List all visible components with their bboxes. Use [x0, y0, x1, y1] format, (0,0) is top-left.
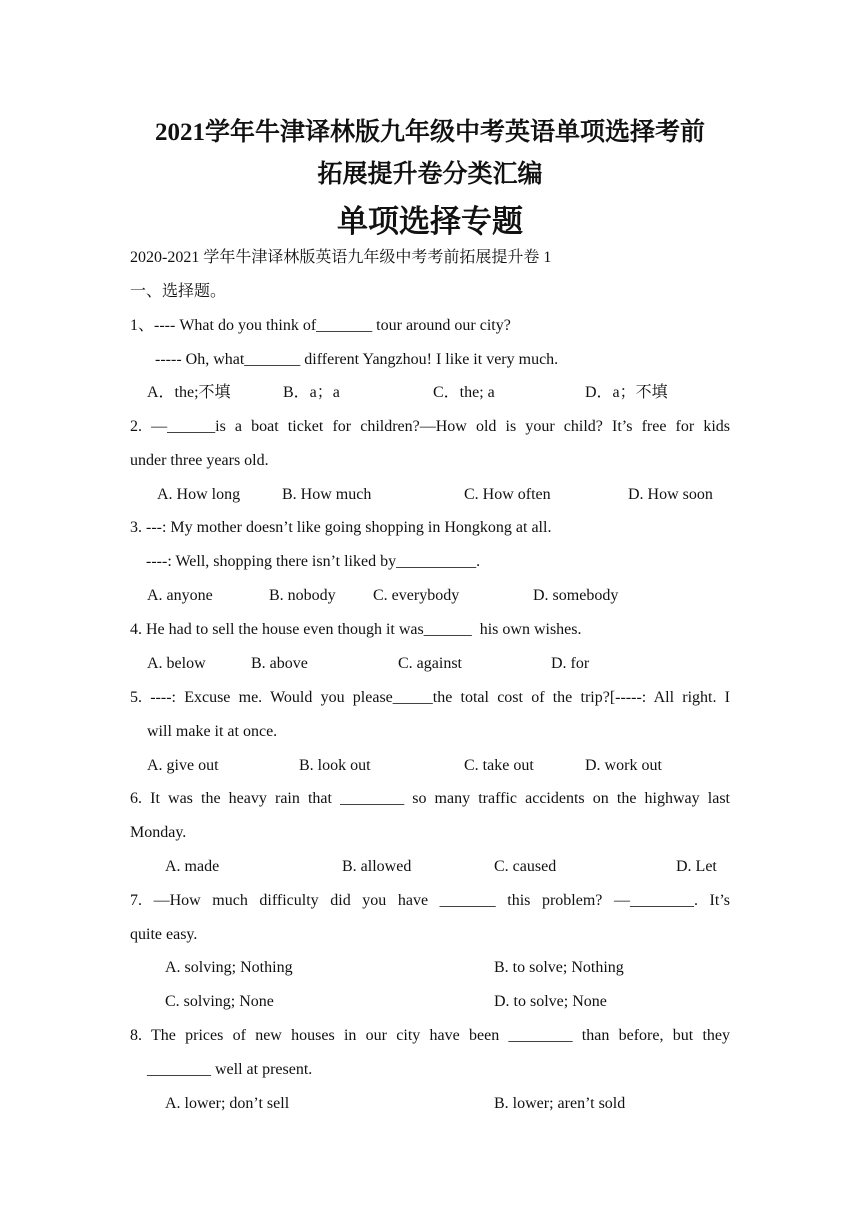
question-1-option-c: C．the; a [433, 384, 495, 401]
question-6-stem-line-2: Monday. [130, 824, 187, 841]
question-6-stem: 6. It was the heavy rain that ________ so many traffic accidents on the highway last [130, 790, 730, 807]
question-1-stem: 1、---- What do you think of_______ tour around our city? [130, 317, 511, 334]
question-1-stem-line-2: ----- Oh, what_______ different Yangzhou! I like it very much. [155, 351, 559, 368]
question-3-option-d: D. somebody [533, 587, 619, 604]
question-4-option-b: B. above [251, 655, 308, 672]
question-5-option-b: B. look out [299, 757, 371, 774]
question-8-stem-line-2: ________ well at present. [147, 1061, 313, 1078]
question-8-option-a: A. lower; don’t sell [165, 1095, 290, 1112]
question-4-option-a: A. below [147, 655, 206, 672]
question-6-option-a: A. made [165, 858, 220, 875]
question-2-option-a: A. How long [157, 486, 241, 503]
question-2-option-b: B. How much [282, 486, 372, 503]
question-8-option-b: B. lower; aren’t sold [494, 1095, 626, 1112]
question-4-option-d: D. for [551, 655, 590, 672]
question-2-option-c: C. How often [464, 486, 551, 503]
question-3-stem-line-2: ----: Well, shopping there isn’t liked by__________. [146, 553, 481, 570]
question-5-stem: 5. ----: Excuse me. Would you please_____the total cost of the trip?[-----: All right. I [130, 689, 730, 706]
document-title-line-2: 拓展提升卷分类汇编 [317, 161, 543, 188]
question-5-option-d: D. work out [585, 757, 662, 774]
question-6-option-d: D. Let [676, 858, 717, 875]
question-2-stem-line-2: under three years old. [130, 452, 269, 469]
question-7-stem: 7. —How much difficulty did you have _______ this problem? —________. It’s [130, 892, 730, 909]
question-2-option-d: D. How soon [628, 486, 713, 503]
question-5-option-a: A. give out [147, 757, 219, 774]
question-3-option-b: B. nobody [269, 587, 336, 604]
question-4-stem: 4. He had to sell the house even though it was______ his own wishes. [130, 621, 582, 638]
question-5-option-c: C. take out [464, 757, 534, 774]
document-subtitle: 单项选择专题 [337, 204, 523, 239]
question-1-option-b: B．a；a [283, 384, 340, 401]
question-8-stem: 8. The prices of new houses in our city have been ________ than before, but they [130, 1027, 730, 1044]
question-3-option-c: C. everybody [373, 587, 460, 604]
question-7-option-d: D. to solve; None [494, 993, 607, 1010]
question-3-option-a: A. anyone [147, 587, 213, 604]
question-1-option-d: D．a；不填 [585, 384, 668, 401]
source-line: 2020-2021 学年牛津译林版英语九年级中考考前拓展提升卷 1 [130, 249, 552, 266]
question-2-stem: 2. —______is a boat ticket for children?—How old is your child? It’s free for kids [130, 418, 730, 435]
question-7-option-c: C. solving; None [165, 993, 274, 1010]
question-6-option-c: C. caused [494, 858, 557, 875]
question-7-stem-line-2: quite easy. [130, 926, 198, 943]
question-7-option-a: A. solving; Nothing [165, 959, 293, 976]
document-title-line-1: 2021学年牛津译林版九年级中考英语单项选择考前 [154, 119, 705, 146]
section-heading: 一、选择题。 [130, 283, 227, 300]
question-3-stem: 3. ---: My mother doesn’t like going shopping in Hongkong at all. [130, 519, 552, 536]
question-7-option-b: B. to solve; Nothing [494, 959, 624, 976]
question-4-option-c: C. against [398, 655, 462, 672]
question-5-stem-line-2: will make it at once. [147, 723, 278, 740]
question-6-option-b: B. allowed [342, 858, 412, 875]
question-1-option-a: A．the;不填 [147, 384, 231, 401]
